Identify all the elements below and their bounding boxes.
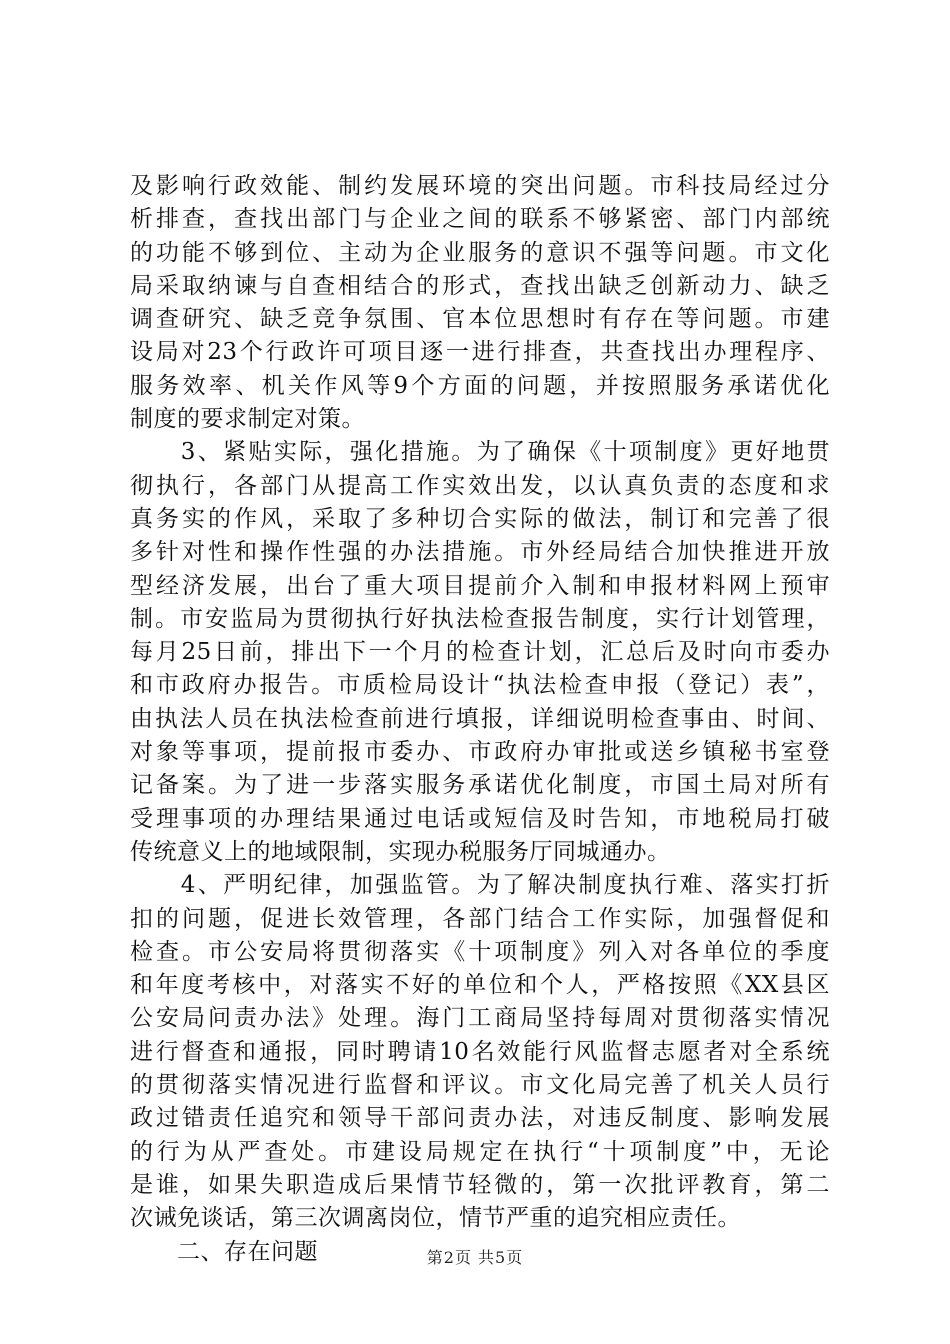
text-line: 的行为从严查处。市建设局规定在执行“十项制度”中，无论	[130, 1138, 830, 1165]
text-line: 及影响行政效能、制约发展环境的突出问题。市科技局经过分	[130, 173, 830, 199]
text-line: 扣的问题，促进长效管理，各部门结合工作实际，加强督促和	[130, 905, 830, 932]
text-line: 3、紧贴实际，强化措施。为了确保《十项制度》更好地贯	[130, 439, 830, 466]
text-line: 型经济发展，出台了重大项目提前介入制和申报材料网上预审	[130, 572, 830, 599]
page-footer: 第2页 共5页	[426, 1248, 524, 1267]
text-line: 的贯彻落实情况进行监督和评议。市文化局完善了机关人员行	[130, 1072, 830, 1099]
text-line: 受理事项的办理结果通过电话或短信及时告知，市地税局打破	[130, 805, 830, 832]
text-line: 多针对性和操作性强的办法措施。市外经局结合加快推进开放	[130, 539, 830, 566]
text-line: 传统意义上的地域限制，实现办税服务厅同城通办。	[130, 838, 671, 865]
text-line: 真务实的作风，采取了多种切合实际的做法，制订和完善了很	[130, 505, 830, 532]
text-line: 次诫免谈话，第三次调离岗位，情节严重的追究相应责任。	[130, 1205, 741, 1232]
text-line: 调查研究、缺乏竞争氛围、官本位思想时有存在等问题。市建	[130, 306, 830, 333]
text-line: 局采取纳谏与自查相结合的形式，查找出缺乏创新动力、缺乏	[130, 272, 830, 299]
text-line: 服务效率、机关作风等9个方面的问题，并按照服务承诺优化	[130, 372, 830, 399]
text-line: 4、严明纪律，加强监管。为了解决制度执行难、落实打折	[130, 872, 830, 899]
text-line: 析排查，查找出部门与企业之间的联系不够紧密、部门内部统	[130, 206, 830, 233]
text-line: 制。市安监局为贯彻执行好执法检查报告制度，实行计划管理，	[130, 605, 830, 632]
text-line: 政过错责任追究和领导干部问责办法，对违反制度、影响发展	[130, 1105, 830, 1132]
text-line: 每月25日前，排出下一个月的检查计划，汇总后及时向市委办	[130, 639, 830, 666]
text-line: 设局对23个行政许可项目逐一进行排查，共查找出办理程序、	[130, 339, 830, 366]
text-line: 彻执行，各部门从提高工作实效出发，以认真负责的态度和求	[130, 472, 830, 499]
text-line: 检查。市公安局将贯彻落实《十项制度》列入对各单位的季度	[130, 938, 830, 965]
text-line: 对象等事项，提前报市委办、市政府办审批或送乡镇秘书室登	[130, 739, 830, 766]
text-line: 公安局问责办法》处理。海门工商局坚持每周对贯彻落实情况	[130, 1005, 830, 1032]
text-line: 和市政府办报告。市质检局设计“执法检查申报（登记）表”，	[130, 672, 830, 699]
text-line: 是谁，如果失职造成后果情节轻微的，第一次批评教育，第二	[130, 1171, 830, 1198]
text-line: 二、存在问题	[130, 1238, 318, 1265]
document-body	[130, 170, 830, 1269]
text-line: 由执法人员在执法检查前进行填报，详细说明检查事由、时间、	[130, 705, 830, 732]
text-line: 进行督查和通报，同时聘请10名效能行风监督志愿者对全系统	[130, 1038, 830, 1065]
text-line: 和年度考核中，对落实不好的单位和个人，严格按照《XX县区	[130, 972, 830, 999]
text-line: 记备案。为了进一步落实服务承诺优化制度，市国土局对所有	[130, 772, 830, 799]
text-line: 制度的要求制定对策。	[130, 406, 365, 433]
text-line: 的功能不够到位、主动为企业服务的意识不强等问题。市文化	[130, 239, 830, 266]
